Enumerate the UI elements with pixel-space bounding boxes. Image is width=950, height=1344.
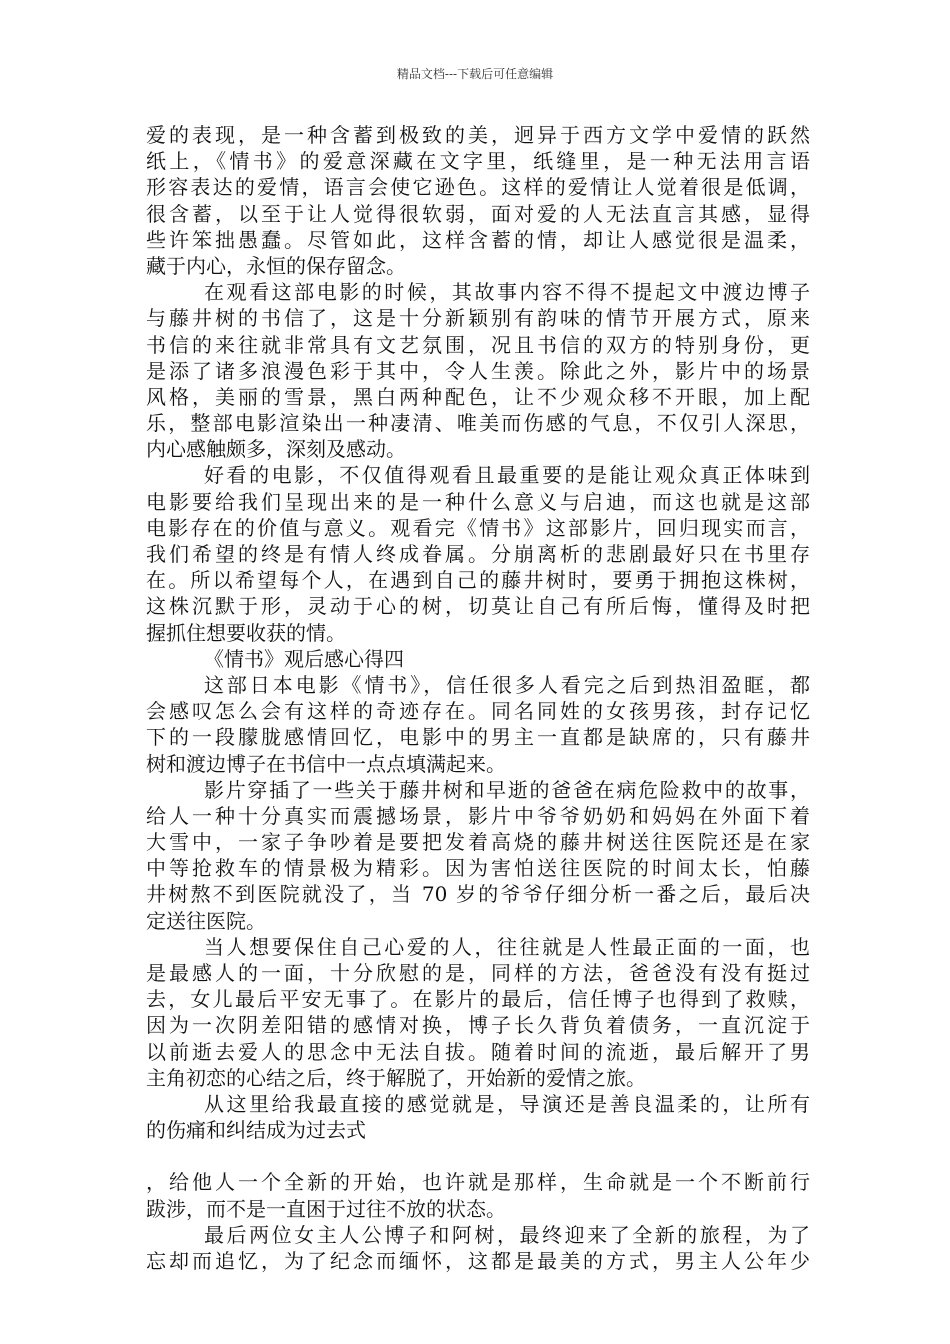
text-line: 是添了诸多浪漫色彩于其中，令人生羡。除此之外，影片中的场景	[146, 358, 810, 383]
text-line: 去，女儿最后平安无事了。在影片的最后，信任博子也得到了救赎，	[146, 987, 810, 1012]
text-line: 因为一次阴差阳错的感情对换，博子长久背负着债务，一直沉淀于	[146, 1013, 810, 1038]
text-line: 会感叹怎么会有这样的奇迹存在。同名同姓的女孩男孩，封存记忆	[146, 699, 810, 724]
page-header: 精品文档---下载后可任意编辑	[396, 67, 554, 81]
text-line: 藏于内心，永恒的保存留念。	[146, 253, 406, 278]
text-line: 跋涉，而不是一直困于过往不放的状态。	[146, 1196, 506, 1221]
text-line: 大雪中，一家子争吵着是要把发着高烧的藤井树送往医院还是在家	[146, 830, 810, 855]
text-line: 这株沉默于形，灵动于心的树，切莫让自己有所后悔，懂得及时把	[146, 594, 810, 619]
text-line: 电影要给我们呈现出来的是一种什么意义与启迪，而这也就是这部	[146, 489, 810, 514]
text-line: 在观看这部电影的时候，其故事内容不得不提起文中渡边博子	[204, 280, 810, 305]
text-line: 纸上，《情书》的爱意深藏在文字里，纸缝里，是一种无法用言语	[146, 149, 810, 174]
text-line: 与藤井树的书信了，这是十分新颖别有韵味的情节开展方式，原来	[146, 306, 810, 331]
text-line: 在。所以希望每个人，在遇到自己的藤井树时，要勇于拥抱这株树，	[146, 568, 810, 593]
document-body	[146, 122, 810, 1274]
text-line: 树和渡边博子在书信中一点点填满起来。	[146, 751, 506, 776]
text-line: 些许笨拙愚蠢。尽管如此，这样含蓄的情，却让人感觉很是温柔，	[146, 227, 810, 252]
text-line: 定送往医院。	[146, 908, 266, 933]
text-line: 下的一段朦胧感情回忆，电影中的男主一直都是缺席的，只有藤井	[146, 725, 810, 750]
text-line: 电影存在的价值与意义。观看完《情书》这部影片，回归现实而言，	[146, 515, 810, 540]
text-line: 给人一种十分真实而震撼场景，影片中爷爷奶奶和妈妈在外面下着	[146, 803, 810, 828]
text-line: 好看的电影，不仅值得观看且最重要的是能让观众真正体味到	[204, 463, 810, 488]
text-line: 的伤痛和纠结成为过去式	[146, 1118, 366, 1143]
text-line: 这部日本电影《情书》，信任很多人看完之后到热泪盈眶，都	[204, 672, 810, 697]
text-line: 中等抢救车的情景极为精彩。因为害怕送往医院的时间太长，怕藤	[146, 856, 810, 881]
paragraph-gap	[146, 1143, 810, 1169]
text-line: ，给他人一个全新的开始，也许就是那样，生命就是一个不断前行	[146, 1170, 810, 1195]
section-heading: 《情书》观后感心得四	[204, 646, 404, 671]
text-line: 书信的来往就非常具有文艺氛围，况且书信的双方的特别身份，更	[146, 332, 810, 357]
text-line: 爱的表现，是一种含蓄到极致的美，迥异于西方文学中爱情的跃然	[146, 123, 810, 147]
text-line: 影片穿插了一些关于藤井树和早逝的爸爸在病危险救中的故事，	[204, 777, 810, 802]
text-line: 风格，美丽的雪景，黑白两种配色，让不少观众移不开眼，加上配	[146, 384, 810, 409]
text-line: 忘却而追忆，为了纪念而缅怀，这都是最美的方式，男主人公年少	[146, 1248, 810, 1273]
text-line: 形容表达的爱情，语言会使它逊色。这样的爱情让人觉着很是低调，	[146, 175, 810, 200]
text-line: 主角初恋的心结之后，终于解脱了，开始新的爱情之旅。	[146, 1065, 646, 1090]
text-line: 内心感触颇多，深刻及感动。	[146, 437, 406, 462]
text-line: 从这里给我最直接的感觉就是，导演还是善良温柔的，让所有	[204, 1091, 810, 1116]
text-line: 很含蓄，以至于让人觉得很软弱，面对爱的人无法直言其感，显得	[146, 201, 810, 226]
text-line: 我们希望的终是有情人终成眷属。分崩离析的悲剧最好只在书里存	[146, 542, 810, 566]
text-line: 当人想要保住自己心爱的人，往往就是人性最正面的一面，也	[204, 934, 810, 959]
text-line: 最后两位女主人公博子和阿树，最终迎来了全新的旅程，为了	[204, 1222, 810, 1247]
text-line: 井树熬不到医院就没了，当 70 岁的爷爷仔细分析一番之后，最后决	[146, 882, 810, 907]
text-line: 乐，整部电影渲染出一种凄清、唯美而伤感的气息，不仅引人深思，	[146, 411, 810, 436]
text-line: 是最感人的一面，十分欣慰的是，同样的方法，爸爸没有没有挺过	[146, 961, 810, 985]
text-line: 以前逝去爱人的思念中无法自拔。随着时间的流逝，最后解开了男	[146, 1039, 810, 1064]
text-line: 握抓住想要收获的情。	[146, 620, 346, 645]
